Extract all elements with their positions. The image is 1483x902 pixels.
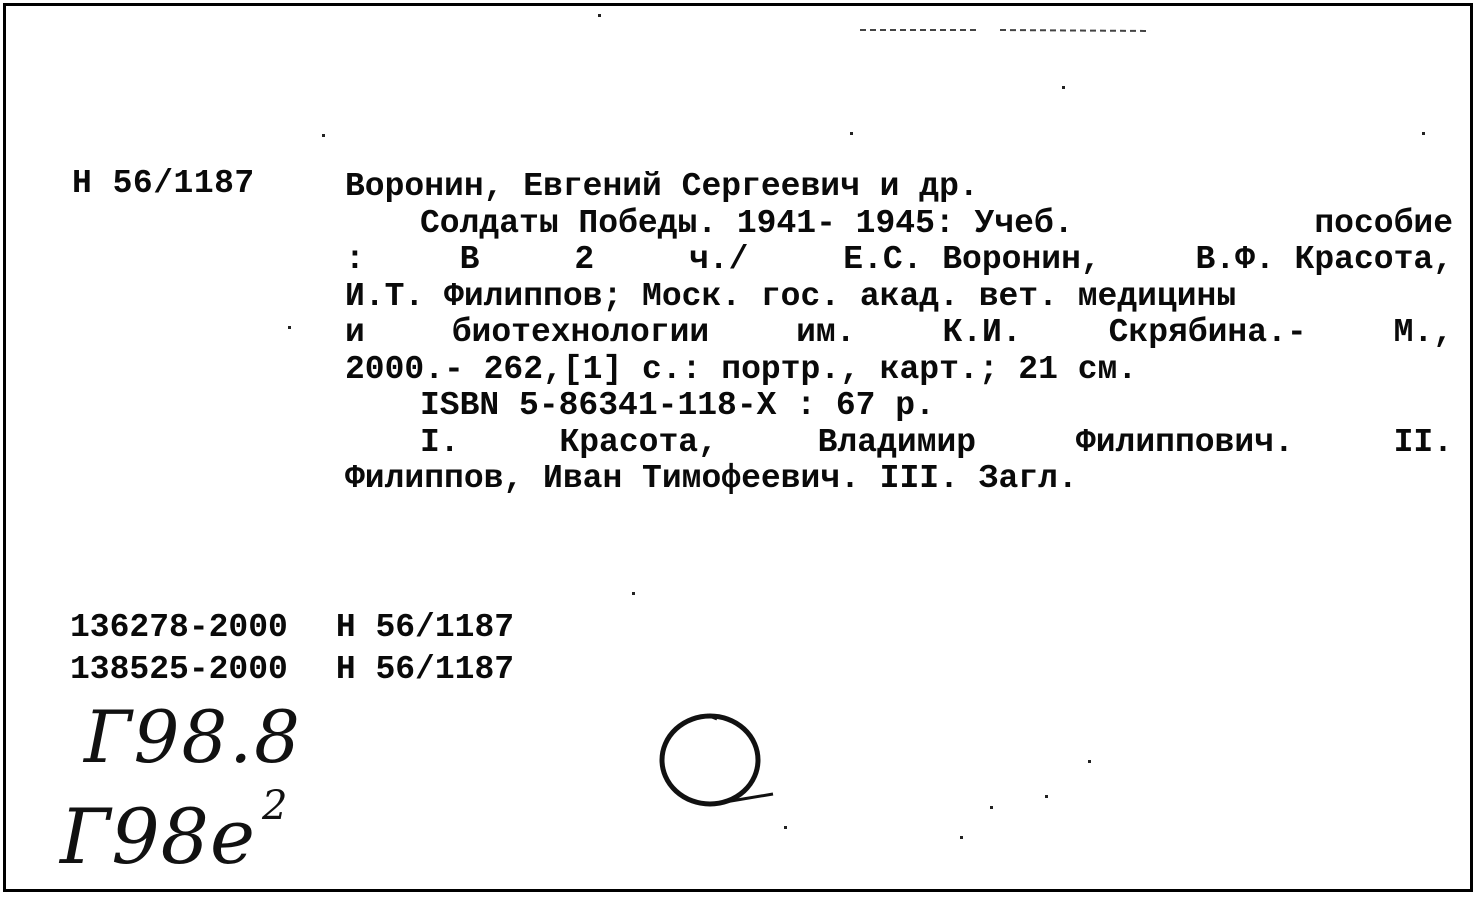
title-text: В.Ф. Красота, bbox=[1195, 241, 1453, 278]
title-text: : bbox=[345, 241, 365, 278]
scan-speck bbox=[632, 592, 635, 595]
title-text: Солдаты Победы. 1941- 1945: Учеб. bbox=[420, 204, 1074, 242]
title-line-3 bbox=[345, 279, 1453, 316]
title-line-5: 2000.- 262,[1] с.: портр., карт.; 21 см. bbox=[345, 350, 1138, 388]
scan-speck bbox=[1422, 132, 1425, 135]
tracing-text: I. bbox=[420, 423, 460, 461]
shelf-mark: Н 56/1187 bbox=[72, 165, 255, 202]
title-text: и bbox=[345, 314, 365, 351]
title-text: Скрябина.- bbox=[1108, 314, 1307, 351]
title-line-4 bbox=[345, 315, 1453, 352]
title-line-2 bbox=[345, 242, 1453, 279]
tracings-line-1 bbox=[345, 425, 1453, 462]
title-text: В bbox=[459, 241, 480, 278]
title-text: ч./ bbox=[688, 241, 749, 278]
tracing-text: Филиппович. bbox=[1075, 423, 1294, 461]
handwritten-mark-superscript: 2 bbox=[262, 782, 289, 829]
author-heading: Воронин, Евгений Сергеевич и др. bbox=[345, 168, 979, 205]
handwritten-author-mark bbox=[60, 782, 289, 881]
inventory-location: Н 56/1187 bbox=[335, 609, 515, 646]
tracings-line-2: Филиппов, Иван Тимофеевич. III. Загл. bbox=[345, 460, 1078, 497]
title-text: К.И. bbox=[942, 314, 1022, 351]
inventory-number: 136278-2000 bbox=[70, 609, 288, 646]
scan-speck bbox=[1045, 795, 1048, 798]
inventory-number: 138525-2000 bbox=[70, 651, 288, 688]
scan-speck bbox=[598, 14, 601, 17]
tracing-text: Красота, bbox=[559, 423, 718, 461]
tracing-text: II. bbox=[1393, 423, 1453, 461]
tracing-text: Владимир bbox=[817, 423, 977, 461]
scan-speck bbox=[784, 826, 787, 829]
scan-speck bbox=[850, 132, 853, 135]
title-text: биотехнологии bbox=[451, 314, 710, 351]
scan-speck bbox=[990, 806, 993, 809]
scan-streak bbox=[860, 26, 1160, 34]
title-text: И.Т. Филиппов; Моск. гос. акад. вет. медицины bbox=[345, 277, 1237, 315]
title-text: М., bbox=[1393, 314, 1453, 351]
title-line-1 bbox=[345, 206, 1453, 243]
title-text: Е.С. Воронин, bbox=[843, 241, 1101, 278]
title-text: им. bbox=[796, 314, 856, 351]
scan-speck bbox=[288, 326, 291, 329]
handwritten-mark-main: Г98е bbox=[60, 792, 257, 881]
handwritten-classification: Г98.8 bbox=[84, 695, 302, 779]
scan-speck bbox=[1088, 760, 1091, 763]
title-text: пособие bbox=[1314, 204, 1453, 242]
inventory-location: Н 56/1187 bbox=[335, 651, 515, 688]
inventory-row bbox=[70, 609, 514, 646]
title-text: 2 bbox=[574, 241, 595, 278]
scan-speck bbox=[960, 836, 963, 839]
scan-speck bbox=[1062, 86, 1065, 89]
isbn-line: ISBN 5-86341-118-Х : 67 р. bbox=[420, 387, 935, 424]
scan-speck bbox=[322, 134, 325, 137]
inventory-row bbox=[70, 651, 514, 688]
bibliographic-entry bbox=[345, 169, 1453, 498]
punch-hole-circle bbox=[655, 712, 785, 812]
